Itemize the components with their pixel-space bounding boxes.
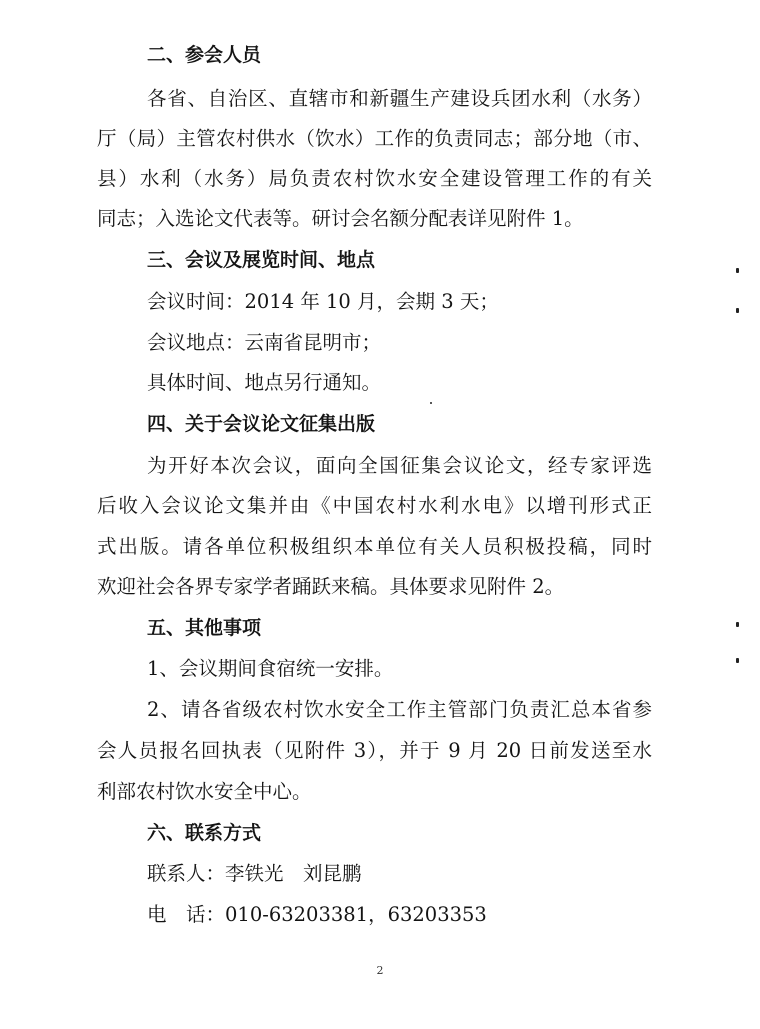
notice-line: 具体时间、地点另行通知。 <box>147 371 382 394</box>
paragraph-line: 同志；入选论文代表等。研讨会名额分配表详见附件 1。 <box>97 207 584 230</box>
scan-speck <box>736 658 739 663</box>
contact-names: 李铁光 刘昆鹏 <box>225 862 362 885</box>
paragraph-line: 县）水利（水务）局负责农村饮水安全建设管理工作的有关 <box>97 167 652 190</box>
contact-label: 联系人： <box>147 862 226 885</box>
list-item: 2、请各省级农村饮水安全工作主管部门负责汇总本省参 <box>147 698 652 721</box>
phone-value: 010-63203381，63203353 <box>225 903 487 926</box>
meeting-time: 会议时间：2014 年 10 月，会期 3 天； <box>147 290 499 313</box>
section-4-heading: 四、关于会议论文征集出版 <box>147 413 376 435</box>
contact-person-row <box>147 862 362 886</box>
page-number: 2 <box>376 964 384 977</box>
scan-speck <box>430 402 432 404</box>
section-3-heading: 三、会议及展览时间、地点 <box>147 249 376 271</box>
paragraph-line: 后收入会议论文集并由《中国农村水利水电》以增刊形式正 <box>97 494 652 517</box>
paragraph-line: 欢迎社会各界专家学者踊跃来稿。具体要求见附件 2。 <box>97 575 565 598</box>
scan-speck <box>736 308 739 313</box>
section-6-heading: 六、联系方式 <box>147 822 262 844</box>
paragraph-line: 为开好本次会议，面向全国征集会议论文，经专家评选 <box>147 454 652 477</box>
paragraph-line: 利部农村饮水安全中心。 <box>97 780 312 803</box>
scan-speck <box>736 622 739 627</box>
paragraph-line: 式出版。请各单位积极组织本单位有关人员积极投稿，同时 <box>97 535 652 558</box>
section-2-heading: 二、参会人员 <box>147 44 262 66</box>
paragraph-line: 会人员报名回执表（见附件 3），并于 9 月 20 日前发送至水 <box>97 739 652 762</box>
paragraph-line: 厅（局）主管农村供水（饮水）工作的负责同志；部分地（市、 <box>97 127 652 150</box>
list-item: 1、会议期间食宿统一安排。 <box>147 657 394 680</box>
scan-speck <box>736 268 739 273</box>
phone-label: 电 话： <box>147 903 226 926</box>
paragraph-line: 各省、自治区、直辖市和新疆生产建设兵团水利（水务） <box>147 87 652 110</box>
phone-row <box>147 903 487 927</box>
section-5-heading: 五、其他事项 <box>147 617 262 639</box>
meeting-location: 会议地点：云南省昆明市； <box>147 331 382 354</box>
